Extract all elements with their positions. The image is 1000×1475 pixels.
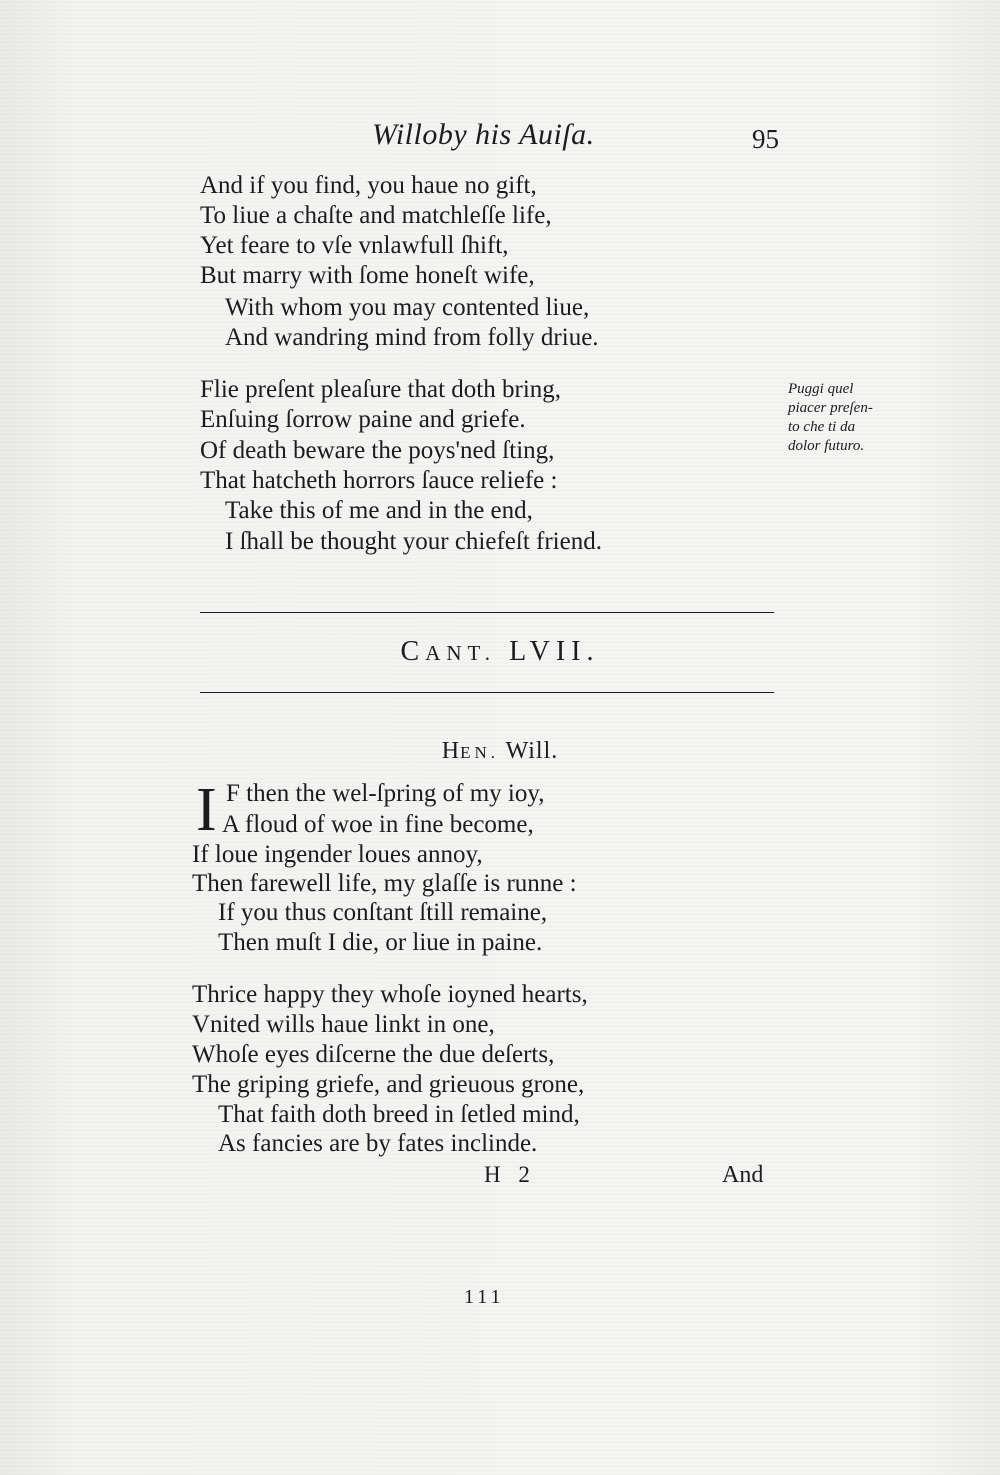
- verse-line: F then the wel-ſpring of my ioy,: [226, 780, 545, 807]
- verse-line: Then farewell life, my glaſſe is runne :: [192, 870, 577, 897]
- verse-line: Take this of me and in the end,: [225, 497, 533, 524]
- margin-note-line: to che ti da: [788, 419, 856, 435]
- rule-top: [200, 612, 774, 613]
- verse-line: If loue ingender loues annoy,: [192, 841, 483, 868]
- catchword: And: [722, 1162, 764, 1188]
- margin-note-line: Puggi quel: [788, 381, 854, 397]
- margin-note-line: piacer preſen-: [788, 400, 873, 416]
- canto-numeral: LVII.: [509, 636, 600, 667]
- verse-line: To liue a chaſte and matchleſſe life,: [200, 202, 552, 229]
- canto-small-caps: ANT.: [425, 641, 497, 665]
- verse-line: I ſhall be thought your chiefeſt friend.: [225, 528, 602, 555]
- verse-line: With whom you may contented liue,: [225, 294, 590, 321]
- verse-line: That hatcheth horrors ſauce reliefe :: [200, 467, 558, 494]
- verse-line: Flie preſent pleaſure that doth bring,: [200, 376, 562, 403]
- verse-line: Yet feare to vſe vnlawfull ſhift,: [200, 232, 509, 259]
- signature-mark: H 2: [484, 1162, 536, 1187]
- verse-line: That faith doth breed in ſetled mind,: [218, 1101, 580, 1128]
- drop-cap: I: [196, 776, 217, 844]
- verse-line: A floud of woe in fine become,: [222, 811, 534, 838]
- canto-heading: [0, 636, 1000, 668]
- verse-line: If you thus conſtant ſtill remaine,: [218, 899, 548, 926]
- verse-line: But marry with ſome honeſt wife,: [200, 262, 535, 289]
- verse-line: And wandring mind from folly driue.: [225, 324, 599, 351]
- speaker-heading: [0, 738, 1000, 765]
- speaker-small-caps: EN.: [460, 743, 499, 762]
- verse-line: As fancies are by fates inclinde.: [218, 1130, 538, 1157]
- speaker-cap: H: [441, 738, 461, 764]
- speaker-name: Will.: [505, 738, 559, 764]
- page-number: 95: [752, 124, 779, 154]
- verse-line: Whoſe eyes diſcerne the due deſerts,: [192, 1041, 555, 1068]
- canto-cap: C: [400, 636, 426, 667]
- verse-line: Enſuing ſorrow paine and griefe.: [200, 406, 526, 433]
- verse-line: The griping griefe, and grieuous grone,: [192, 1071, 585, 1098]
- margin-note: [788, 380, 873, 456]
- margin-note-line: dolor futuro.: [788, 438, 865, 454]
- running-title: Willoby his Auiſa.: [372, 118, 595, 151]
- verse-line: Then muſt I die, or liue in paine.: [218, 929, 543, 956]
- rule-bottom: [200, 692, 774, 693]
- verse-line: Vnited wills haue linkt in one,: [192, 1011, 495, 1038]
- folio-number: 111: [464, 1286, 505, 1308]
- verse-line: Of death beware the poys'ned ſting,: [200, 437, 555, 464]
- verse-line: And if you find, you haue no gift,: [200, 172, 537, 199]
- verse-line: Thrice happy they whoſe ioyned hearts,: [192, 981, 588, 1008]
